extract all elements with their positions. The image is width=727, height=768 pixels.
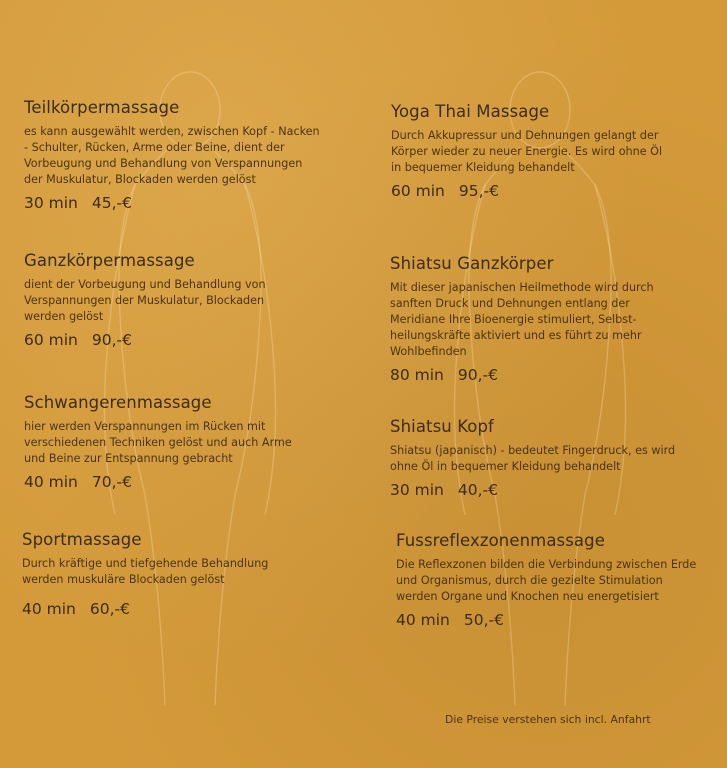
service-duration: 30 min: [390, 481, 444, 499]
service-duration: 80 min: [390, 366, 444, 384]
service-description-line: werden muskuläre Blockaden gelöst: [22, 573, 225, 586]
service-description-line: hier werden Verspannungen im Rücken mit: [24, 420, 266, 433]
service-sportmassage: [22, 530, 268, 618]
service-price-row: [24, 194, 320, 212]
service-fussreflexzonenmassage: [396, 531, 696, 629]
service-title: Schwangerenmassage: [24, 393, 212, 412]
service-price: 50,-€: [463, 611, 504, 629]
service-price: 40,-€: [457, 481, 498, 499]
service-price-row: [22, 600, 268, 618]
service-description-line: Die Reflexzonen bilden die Verbindung zwischen Erde: [396, 558, 697, 571]
service-title: Yoga Thai Massage: [391, 102, 550, 121]
service-duration: 30 min: [24, 194, 78, 212]
service-title: Shiatsu Kopf: [390, 417, 494, 436]
service-description-line: Durch kräftige und tiefgehende Behandlung: [22, 557, 269, 570]
service-price-row: [24, 331, 266, 349]
service-ganzkoerpermassage: [24, 251, 266, 349]
service-shiatsu-ganzkoerper: [390, 254, 654, 384]
service-description-line: es kann ausgewählt werden, zwischen Kopf - Nacken: [24, 125, 320, 138]
service-shiatsu-kopf: [390, 417, 675, 499]
service-teilkoerpermassage: [24, 98, 320, 212]
service-description-line: werden gelöst: [24, 310, 104, 323]
service-description-line: Vorbeugung und Behandlung von Verspannungen: [24, 157, 303, 170]
service-description-line: - Schulter, Rücken, Arme oder Beine, dient der: [24, 141, 285, 154]
service-description-line: und Organismus, durch die gezielte Stimulation: [396, 574, 663, 587]
service-description-line: Wohlbefinden: [390, 345, 467, 358]
service-title: Ganzkörpermassage: [24, 251, 195, 270]
service-description-line: ohne Öl in bequemer Kleidung behandelt: [390, 460, 621, 473]
service-price: 90,-€: [91, 331, 132, 349]
service-description-line: dient der Vorbeugung und Behandlung von: [24, 278, 266, 291]
service-price: 45,-€: [91, 194, 132, 212]
service-price-row: [396, 611, 696, 629]
service-description-line: und Beine zur Entspannung gebracht: [24, 452, 233, 465]
service-title: Shiatsu Ganzkörper: [390, 254, 554, 273]
service-price: 70,-€: [91, 473, 132, 491]
service-title: Fussreflexzonenmassage: [396, 531, 605, 550]
service-price-row: [391, 182, 662, 200]
service-description-line: Durch Akkupressur und Dehnungen gelangt der: [391, 129, 659, 142]
service-duration: 40 min: [22, 600, 76, 618]
service-description-line: verschiedenen Techniken gelöst und auch Arme: [24, 436, 292, 449]
service-description-line: Verspannungen der Muskulatur, Blockaden: [24, 294, 265, 307]
service-description-line: Mit dieser japanischen Heilmethode wird durch: [390, 281, 654, 294]
service-description-line: heilungskräfte aktiviert und es führt zu mehr: [390, 329, 642, 342]
service-description-line: in bequemer Kleidung behandelt: [391, 161, 575, 174]
service-price-row: [390, 481, 675, 499]
service-title: Teilkörpermassage: [24, 98, 180, 117]
service-price: 95,-€: [458, 182, 499, 200]
service-duration: 40 min: [24, 473, 78, 491]
footer-note: Die Preise verstehen sich incl. Anfahrt: [445, 713, 651, 726]
service-description-line: werden Organe und Knochen neu energetisiert: [396, 590, 659, 603]
service-price-row: [390, 366, 654, 384]
service-price-row: [24, 473, 292, 491]
service-duration: 40 min: [396, 611, 450, 629]
service-price: 90,-€: [457, 366, 498, 384]
service-description-line: sanften Druck und Dehnungen entlang der: [390, 297, 630, 310]
service-description-line: der Muskulatur, Blockaden werden gelöst: [24, 173, 256, 186]
service-duration: 60 min: [24, 331, 78, 349]
service-title: Sportmassage: [22, 530, 142, 549]
service-schwangerenmassage: [24, 393, 292, 491]
service-yoga-thai-massage: [391, 102, 662, 200]
service-description-line: Körper wieder zu neuer Energie. Es wird ohne Öl: [391, 145, 663, 158]
service-duration: 60 min: [391, 182, 445, 200]
service-price: 60,-€: [89, 600, 130, 618]
service-description-line: Meridiane Ihre Bioenergie stimuliert, Selbst-: [390, 313, 637, 326]
service-description-line: Shiatsu (japanisch) - bedeutet Fingerdruck, es wird: [390, 444, 676, 457]
